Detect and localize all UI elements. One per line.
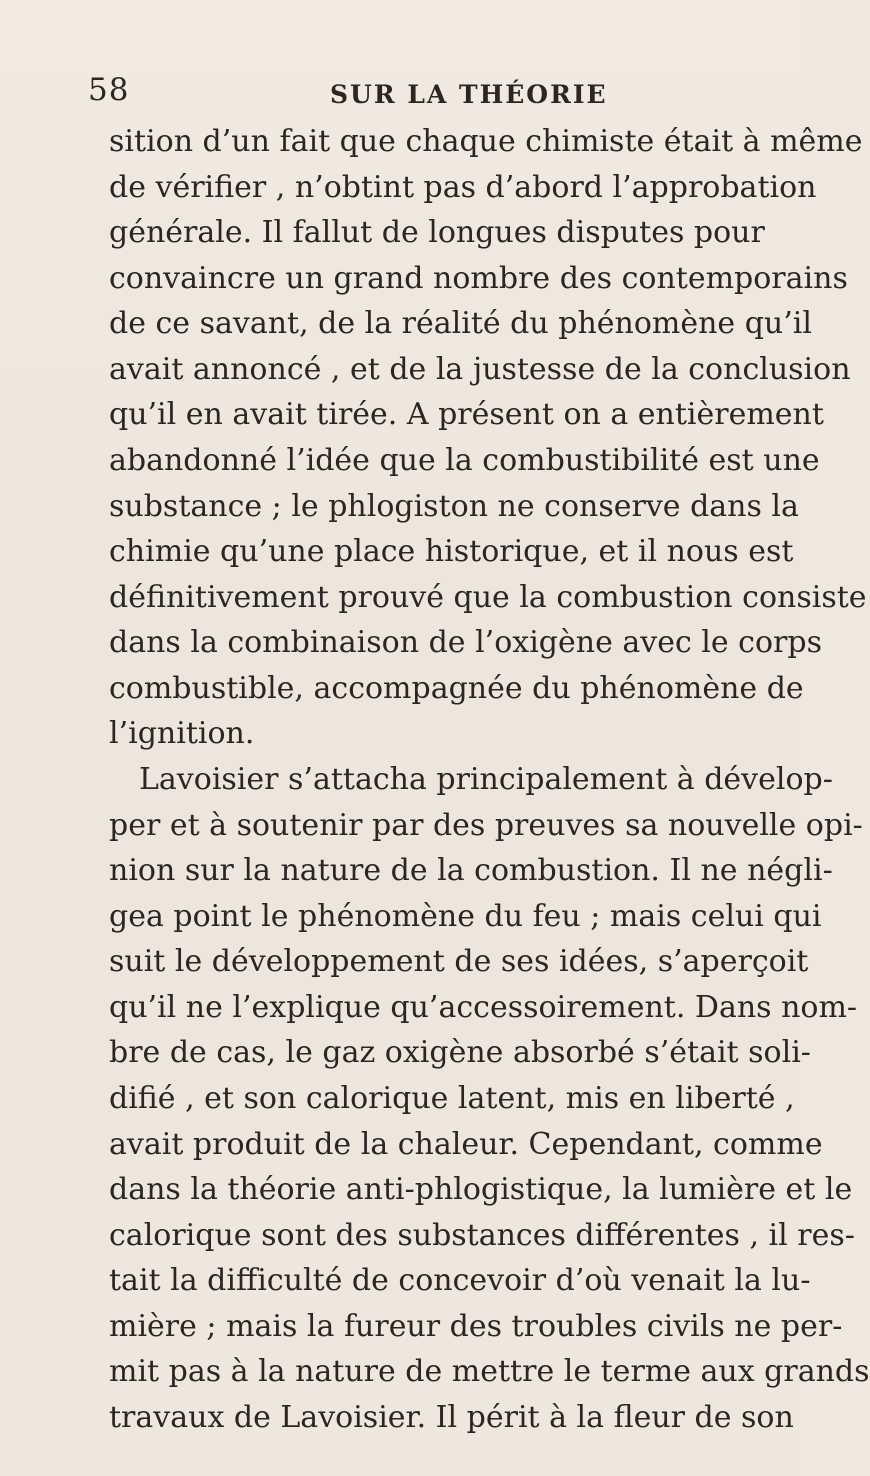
text-line: chimie qu’une place historique, et il nous est <box>109 534 794 570</box>
text-line: dans la théorie anti-phlogistique, la lumière et le <box>109 1172 853 1208</box>
text-line: de vérifier , n’obtint pas d’abord l’approbation <box>109 169 817 205</box>
text-line: qu’il en avait tirée. A présent on a entièrement <box>109 397 824 433</box>
text-line: l’ignition. <box>109 716 255 752</box>
text-line: de ce savant, de la réalité du phénomène qu’il <box>109 306 812 342</box>
text-line: gea point le phénomène du feu ; mais celui qui <box>109 898 822 934</box>
page-number: 58 <box>88 72 130 108</box>
text-line: sition d’un fait que chaque chimiste était à même <box>109 124 863 159</box>
text-line: Lavoisier s’attacha principalement à dévelop- <box>139 762 833 797</box>
text-line: mit pas à la nature de mettre le terme aux grands <box>109 1354 870 1390</box>
text-line: suit le développement de ses idées, s’aperçoit <box>109 944 809 980</box>
text-line: qu’il ne l’explique qu’accessoirement. Dans nom- <box>109 989 858 1025</box>
text-line: mière ; mais la fureur des troubles civils ne per- <box>109 1308 843 1344</box>
text-line: tait la difficulté de concevoir d’où venait la lu- <box>109 1263 811 1299</box>
text-line: avait annoncé , et de la justesse de la conclusion <box>109 351 851 387</box>
text-line: définitivement prouvé que la combustion consiste <box>109 579 867 615</box>
text-line: convaincre un grand nombre des contemporains <box>109 260 848 296</box>
text-line: substance ; le phlogiston ne conserve dans la <box>109 488 799 524</box>
text-line: nion sur la nature de la combustion. Il ne négli- <box>109 853 833 889</box>
text-line: bre de cas, le gaz oxigène absorbé s’était soli- <box>109 1035 811 1071</box>
text-line: dans la combinaison de l’oxigène avec le corps <box>109 625 822 661</box>
text-line: avait produit de la chaleur. Cependant, comme <box>109 1126 823 1162</box>
text-line: combustible, accompagnée du phénomène de <box>109 670 804 706</box>
text-line: travaux de Lavoisier. Il périt à la fleur de son <box>109 1400 794 1435</box>
text-line: difié , et son calorique latent, mis en liberté , <box>109 1081 795 1116</box>
text-line: abandonné l’idée que la combustibilité est une <box>109 443 820 478</box>
text-line: calorique sont des substances différentes , il res- <box>109 1217 855 1253</box>
text-line: générale. Il fallut de longues disputes pour <box>109 215 765 251</box>
text-line: per et à soutenir par des preuves sa nouvelle opi- <box>109 807 863 843</box>
running-title: SUR LA THÉORIE <box>330 80 608 109</box>
